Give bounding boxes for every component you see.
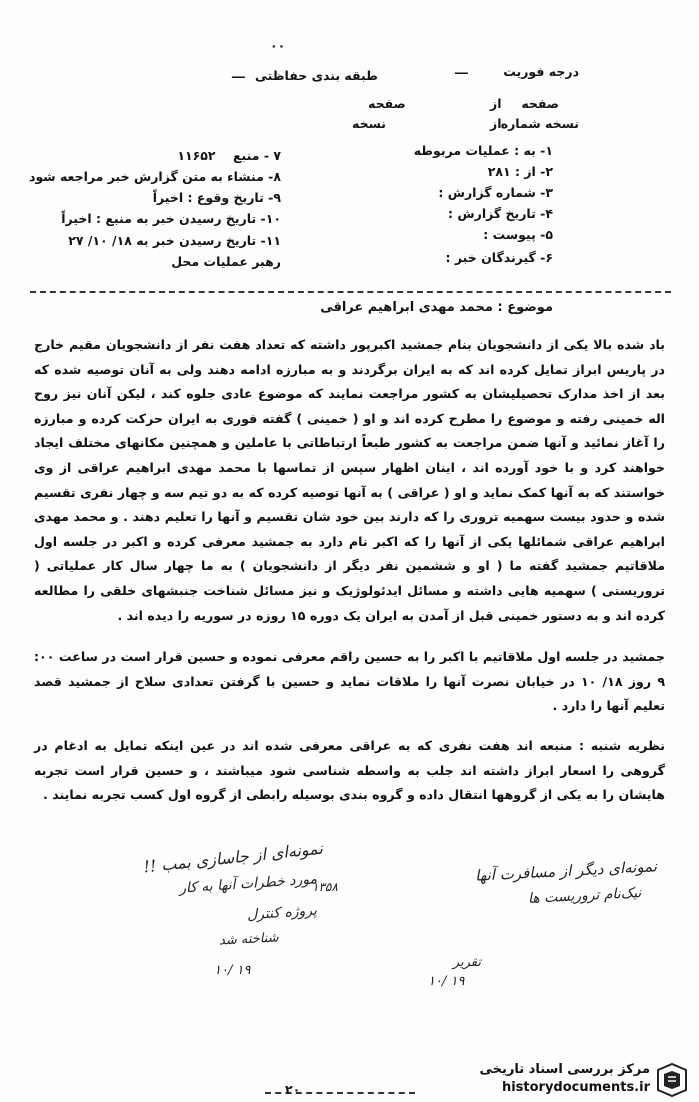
copy-label: نسخه <box>352 116 387 131</box>
handwriting-left-number: ۱۳۵۸ <box>312 880 338 894</box>
priority-dash: ـــ <box>455 62 468 77</box>
handwriting-left-line-3: پروژه کنترل <box>246 902 318 924</box>
handwriting-right-signature: تقریر <box>452 955 481 970</box>
field-source-value: ۱۱۶۵۲ <box>177 148 216 163</box>
copy-number-label: نسخه شماره <box>500 116 579 131</box>
report-body-3 <box>34 734 665 808</box>
report-body-2 <box>34 645 665 719</box>
watermark <box>420 1062 692 1098</box>
classification-label: طبقه بندی حفاظتی <box>255 68 378 83</box>
field-recipients: ۶- گیرندگان خبر : <box>445 250 553 265</box>
top-mark: ۰۰ <box>270 38 286 53</box>
field-to: ۱- به : عملیات مربوطه <box>413 143 553 158</box>
field-source: ۷ - منبع ۱۱۶۵۲ <box>177 148 281 163</box>
watermark-url: historydocuments.ir <box>501 1080 650 1095</box>
handwriting-left-line-2: مورد خطرات آنها به کار <box>178 871 318 897</box>
handwriting-right-date: ۱۰/ ۱۹ <box>428 974 465 989</box>
header-separator <box>30 291 671 293</box>
field-local-ops-leader: رهبر عملیات محل <box>171 254 281 269</box>
page-label: صفحه <box>521 96 559 111</box>
field-report-date: ۴- تاریخ گزارش : <box>448 206 553 221</box>
page-number: ۲۰ <box>285 1082 301 1097</box>
field-receive-date: ۱۱- تاریخ رسیدن خبر به ۱۸/ ۱۰/ ۲۷ <box>68 233 281 248</box>
field-source-receive-date: ۱۰- تاریخ رسیدن خبر به منبع : اخیراً <box>61 211 281 226</box>
page-label-2: صفحه <box>368 96 406 111</box>
handwriting-right-line-2: نیک‌نام تروریست ها <box>527 885 642 907</box>
field-from: ۲- از : ۲۸۱ <box>487 164 553 179</box>
paragraph-opinion: نظریه شنبه : منبعه اند هفت نفری که به عراقی معرفی شده اند در عین اینکه تمایل به ادغام در گروهی را اسعار ابراز داشته اند جلب به واسطه شناسی شود میباشند ، و حسین قرار است تجربه هایشان را به یکی از گروهها انتقال داده و گروه بندی بوسیله رابطی از گروه اول کسب تجربه نمایند . <box>34 738 665 803</box>
report-body <box>34 333 665 628</box>
archive-logo-icon <box>654 1062 690 1098</box>
priority-label: درجه فوریت <box>503 64 579 79</box>
field-report-number: ۳- شماره گزارش : <box>438 185 553 200</box>
paragraph-meeting: جمشید در جلسه اول ملاقاتیم با اکبر را به حسین راقم معرفی نموده و حسین قرار است در ساعت ۰۰: ۹ روز ۱۸/ ۱۰ در خیابان نصرت آنها را ملاقات نماید و حسین با گرفتن تعدادی سلاح از جمشید قصد تعلیم آنها را دارد . <box>34 649 665 714</box>
of-label-2: از <box>490 116 502 131</box>
classification-dash: ـــ <box>232 66 245 81</box>
handwriting-right-line-1: نمونه‌ای دیگر از مسافرت آنها <box>474 857 658 885</box>
field-occurrence-date: ۹- تاریخ وقوع : اخیراً <box>152 190 281 205</box>
field-attachment: ۵- پیوست : <box>483 227 553 242</box>
of-label: از <box>490 96 502 111</box>
handwriting-left-date: ۱۰/ ۱۹ <box>214 963 251 978</box>
watermark-title: مرکز بررسی اسناد تاریخی <box>479 1062 650 1077</box>
paragraph-main: باد شده بالا یکی از دانشجویان بنام جمشید اکبرپور داشته که تعداد هفت نفر از دانشجویان مقیم خارج در پاریس ابراز تمایل کرده اند که به ایران برگردند و به مبارزه ادامه دهند ولی به آنان توصیه شده که بعد از اخذ مدارک تحصیلیشان به کشور مراجعت نمایند که موضوع عادی جلوه کند ، لیکن آنان نیز روح اله خمینی رفته و موضوع را مطرح کرده اند و او ( خمینی ) گفته فوری به ایران حرکت کرده و مبارزه را آغاز نمائید و آنها ضمن مراجعت به کشور طبعاً ارتباطاتی با عاملین و همچنین مکانهای مختلف ایجاد خواهند کرد و با خود آورده اند ، اینان اظهار سپس از تماسها با محمد مهدی ابراهیم عراقی از وی خواستند که به آنها کمک نماید و او ( عراقی ) به آنها توصیه کرده که به دو تیم سه و چهار نفری تقسیم شده و حدود بیست سهمیه تروری را که دارند بین خود شان تقسیم و آنها را تعلیم دهند . و محمد مهدی ابراهیم عراقی شمائلها یکی از آنها را که اکبر نام دارد به جمشید معرفی کرده و اکبر در جلسه اول ملاقاتیم جمشید گفته ما ( او و ششمین نفر دیگر از دانشجویان ) به ما چهار سال کار عملیاتی ( تروریستی ) سهمیه هایی داشته و مسائل ایدئولوژیک و نیز مسائل شناخت جنبشهای خلقی را مطالعه کرده اند و به دستور خمینی قبل از آمدن به ایران یک دوره ۱۵ روزه در سوریه را دیده اند . <box>34 337 665 623</box>
field-from-value: ۲۸۱ <box>487 164 511 179</box>
field-origin: ۸- منشاء به متن گزارش خبر مراجعه شود <box>29 169 281 184</box>
handwriting-left-line-4: شناخته شد <box>219 930 280 949</box>
handwriting-left-line-1: نمونه‌ای از جاسازی بمب !! <box>142 838 324 877</box>
subject-line: موضوع : محمد مهدی ابراهیم عراقی <box>320 300 553 315</box>
